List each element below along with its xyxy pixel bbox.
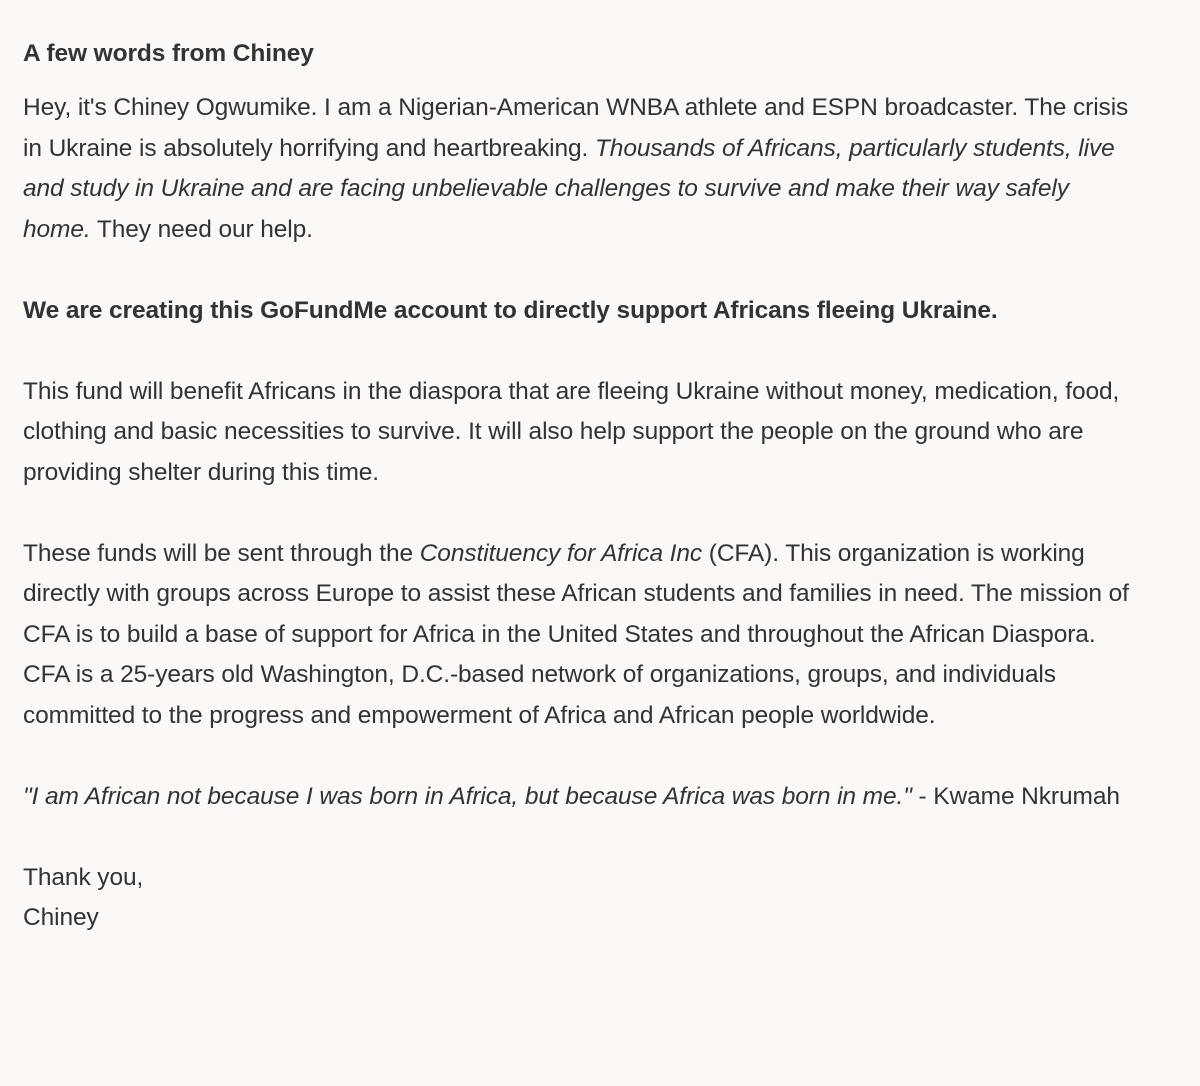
intro-text-2: They need our help. (90, 215, 313, 243)
quote-text: "I am African not because I was born in Africa, but because Africa was born in me." (23, 782, 912, 810)
benefit-paragraph: This fund will benefit Africans in the diaspora that are fleeing Ukraine without money, medication, food, clothing and basic necessities to survive. It will also help support the people on the ground who are providing shelter during this time. (23, 377, 1120, 486)
funds-paragraph (23, 534, 1143, 737)
intro-text-1: Hey, it's Chiney Ogwumike. I am a Nigerian-American WNBA athlete and ESPN broadcaster. The crisis in Ukraine is absolutely horrifying and heartbreaking. (23, 94, 1129, 162)
announcement-paragraph (23, 291, 1143, 332)
quote-paragraph (23, 777, 1143, 818)
announcement-text: We are creating this GoFundMe account to directly support Africans fleeing Ukraine. (23, 296, 998, 324)
signoff-name: Chiney (23, 904, 99, 931)
funds-text-1: These funds will be sent through the (23, 539, 420, 567)
signoff-closing: Thank you, (23, 863, 144, 891)
intro-paragraph (23, 88, 1143, 250)
story-description (23, 30, 1143, 939)
organization-name: Constituency for Africa Inc (419, 539, 703, 567)
quote-attribution: - Kwame Nkrumah (911, 782, 1120, 810)
funds-text-2: (CFA). This organization is working directly with groups across Europe to assist these African students and families in need. The mission of CFA is to build a base of support for Africa in the United States and throughout the African Diaspora. CFA is a 25-years old Washington, D.C.-based network of organizations, groups, and individuals committed to the progress and empowerment of Africa and African people worldwide. (23, 539, 1129, 729)
intro-italic-text: Thousands of Africans, particularly students, live and study in Ukraine and are facing unbelievable challenges to survive and make their way safely home. (23, 134, 1115, 243)
story-heading: A few words from Chiney (23, 40, 314, 67)
